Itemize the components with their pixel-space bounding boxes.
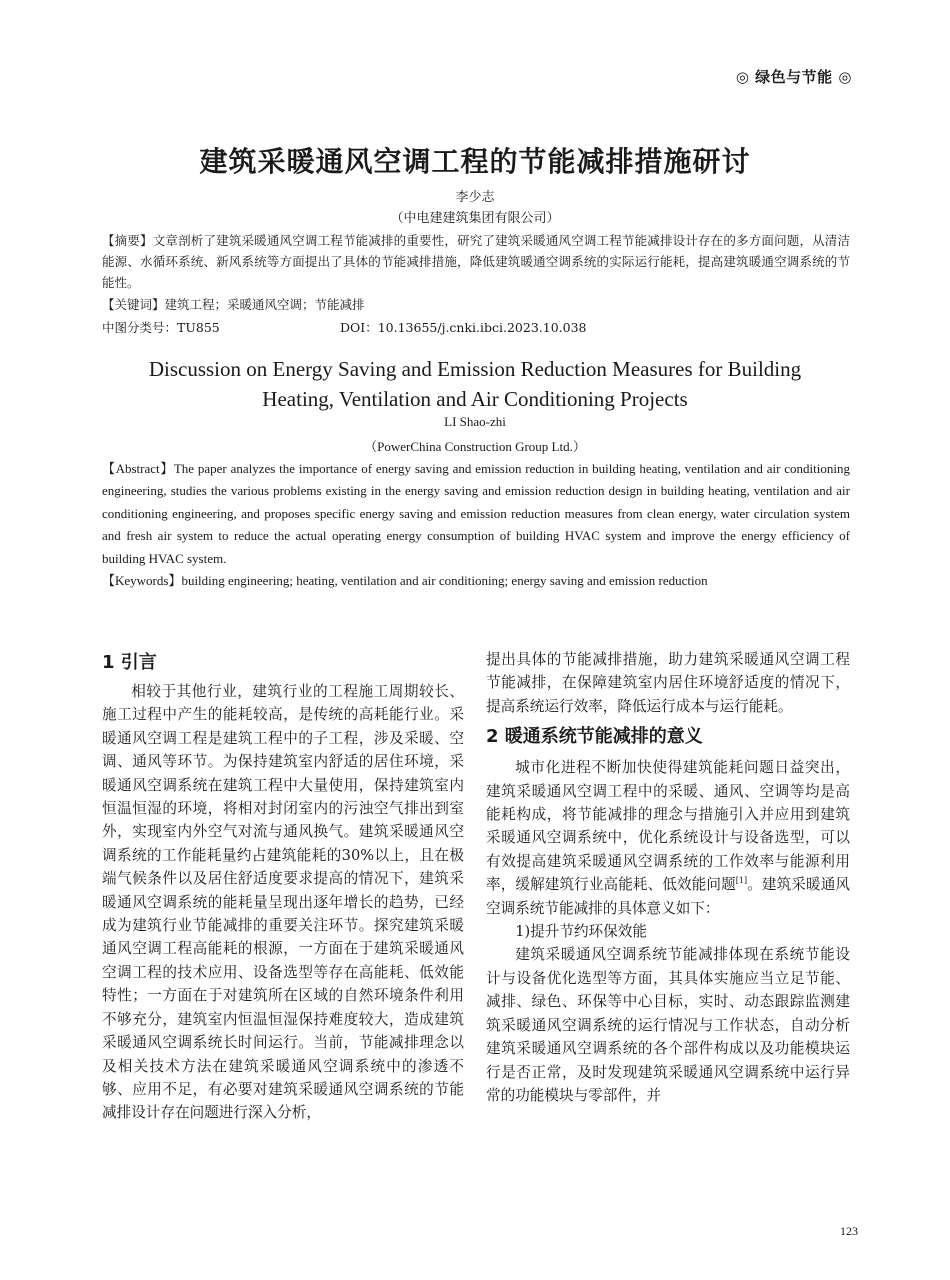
citation-ref-1[interactable]: [1] <box>735 876 748 886</box>
abstract-en-text: The paper analyzes the importance of energy saving and emission reduction in building heating, ventilation and air conditioning engineering, studies the various problems existing in the energy saving and emission reduction design in building heating, ventilation and air conditioning engineering, and proposes specific energy saving and emission reduction measures from clean energy, water circulation system and fresh air system to reduce the actual operating energy consumption of building HVAC system and improve the energy efficiency of building HVAC system. <box>102 461 850 566</box>
page-number: 123 <box>840 1224 858 1238</box>
section-2-paragraph <box>486 756 850 920</box>
abstract-en-label: 【Abstract】 <box>102 461 174 476</box>
section-2-item-1-heading: 1)提升节约环保效能 <box>515 923 647 941</box>
section-1-paragraph: 相较于其他行业，建筑行业的工程施工周期较长、施工过程中产生的能耗较高，是传统的高耗能行业。采暖通风空调工程是建筑工程中的子工程，涉及采暖、空调、通风等环节。为保持建筑室内舒适的居住环境，采暖通风空调系统在建筑工程中大量使用，保持建筑室内恒温恒湿的环境，将相对封闭室内的污浊空气排出到室外，实现室内外空气对流与通风换气。建筑采暖通风空调系统的工作能耗量约占建筑能耗的30%以上，且在极端气候条件以及居住舒适度要求提高的情况下，建筑采暖通风空调系统的能耗量呈现出逐年增长的趋势，已经成为建筑行业节能减排的重要关注环节。探究建筑采暖通风空调工程高能耗的根源，一方面在于建筑采暖通风空调工程的技术应用、设备选型等存在高能耗、低效能特性；一方面在于对建筑所在区域的自然环境条件利用不够充分，建筑室内恒温恒湿保持难度较大，造成建筑采暖通风空调系统长时间运行。当前，节能减排理念以及相关技术方法在建筑采暖通风空调系统中的渗透不够、应用不足，有必要对建筑采暖通风空调系统的节能减排设计存在问题进行深入分析， <box>102 683 464 1122</box>
article-title-cn: 建筑采暖通风空调工程的节能减排措施研讨 <box>199 145 751 178</box>
article-title-en-line1: Discussion on Energy Saving and Emission Reduction Measures for Building <box>148 357 802 381</box>
affiliation-en: （PowerChina Construction Group Ltd.） <box>364 439 586 454</box>
body-column-right <box>486 648 850 1107</box>
keywords-en-text: building engineering; heating, ventilation and air conditioning; energy saving and emission reduction <box>181 573 708 588</box>
keywords-cn <box>102 294 850 315</box>
keywords-en <box>102 570 850 592</box>
article-title-en-line2: Heating, Ventilation and Air Conditioning Projects <box>262 387 688 411</box>
class-number: 中图分类号：TU855 <box>102 320 220 335</box>
affiliation-cn: （中电建建筑集团有限公司） <box>390 211 560 226</box>
author-cn: 李少志 <box>455 190 495 205</box>
section-2-paragraph-tail: 。建筑采暖通风空调系统节能减排的具体意义如下： <box>486 876 850 917</box>
section-2-item-1-paragraph: 建筑采暖通风空调系统节能减排体现在系统节能设计与设备优化选型等方面，其具体实施应当立足节能、减排、绿色、环保等中心目标，实时、动态跟踪监测建筑采暖通风空调系统的运行情况与工作状态，自动分析建筑采暖通风空调系统的各个部件构成以及功能模块运行是否正常，及时发现建筑采暖通风空调系统中运行异常的功能模块与零部件，并 <box>486 946 850 1104</box>
abstract-en <box>102 458 850 570</box>
classification-line <box>102 317 850 338</box>
journal-section-tag: ◎ 绿色与节能 ◎ <box>735 68 852 86</box>
section-2-paragraph-main: 城市化进程不断加快使得建筑能耗问题日益突出，建筑采暖通风空调工程中的采暖、通风、空调等均是高能耗构成，将节能减排的理念与措施引入并应用到建筑采暖通风空调系统中，优化系统设计与设备选型，可以有效提高建筑采暖通风空调系统的工作效率与能源利用率，缓解建筑行业高能耗、低效能问题 <box>486 759 850 894</box>
keywords-en-label: 【Keywords】 <box>102 573 182 588</box>
abstract-cn <box>102 230 850 293</box>
section-2-heading: 2 暖通系统节能减排的意义 <box>486 726 703 748</box>
doi: DOI：10.13655/j.cnki.ibci.2023.10.038 <box>340 320 587 335</box>
section-1-paragraph-continued: 提出具体的节能减排措施，助力建筑采暖通风空调工程节能减排，在保障建筑室内居住环境舒适度的情况下，提高系统运行效率，降低运行成本与运行能耗。 <box>486 651 850 715</box>
abstract-cn-text: 文章剖析了建筑采暖通风空调工程节能减排的重要性，研究了建筑采暖通风空调工程节能减排设计存在的多方面问题，从清洁能源、水循环系统、新风系统等方面提出了具体的节能减排措施，降低建筑暖通空调系统的实际运行能耗，提高建筑暖通空调系统的节能性。 <box>102 233 850 290</box>
section-1-heading: 1 引言 <box>102 652 157 673</box>
author-en: LI Shao-zhi <box>444 414 506 429</box>
keywords-cn-label: 【关键词】 <box>102 297 165 312</box>
body-column-left <box>102 650 464 1125</box>
abstract-cn-label: 【摘要】 <box>102 233 153 248</box>
keywords-cn-text: 建筑工程；采暖通风空调；节能减排 <box>164 297 365 312</box>
article-title-en <box>0 354 950 414</box>
